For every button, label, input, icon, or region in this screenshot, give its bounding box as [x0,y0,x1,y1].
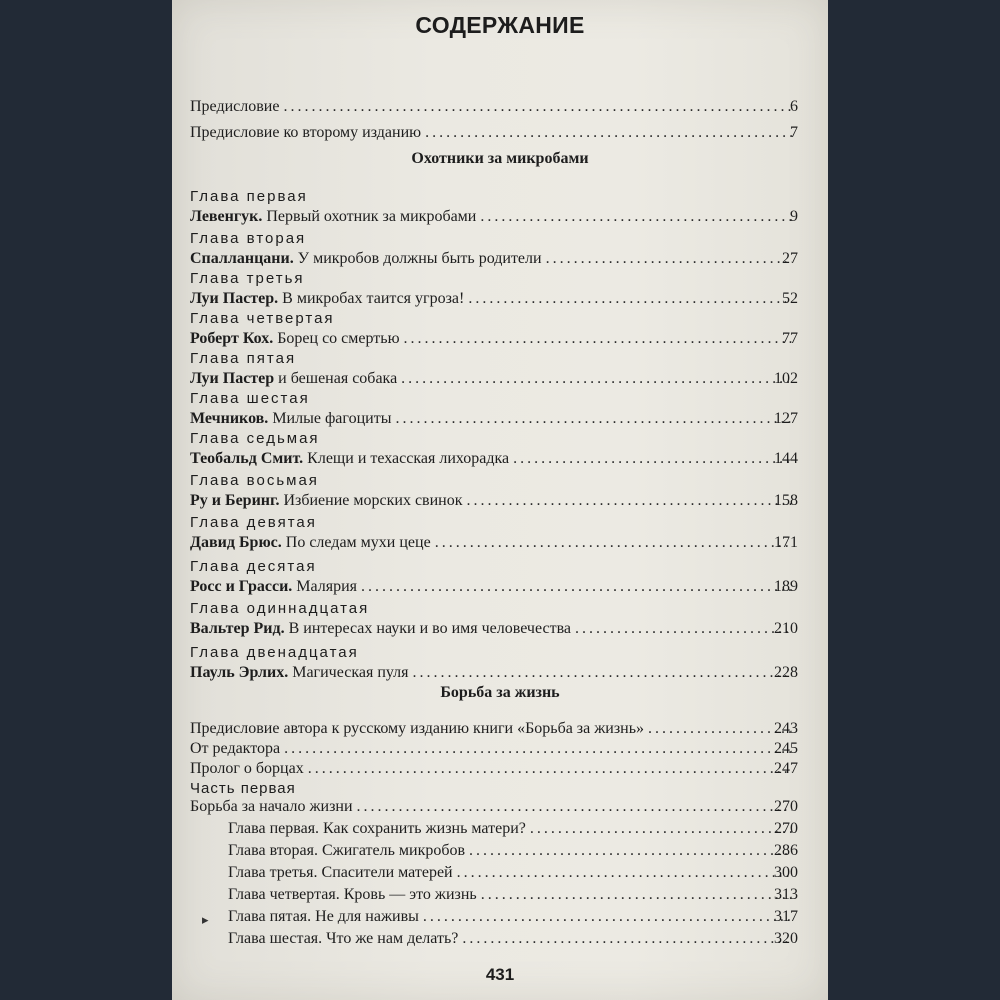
chapter-label-text: Глава вторая [190,230,307,247]
scientist-name: Давид Брюс. [190,534,282,551]
scientist-name: Левенгук. [190,208,263,225]
entry-title: Предисловие ко второму изданию [190,124,422,141]
chapter-label-text: Глава пятая [190,350,297,367]
entry-title: Пролог о борцах [190,760,304,777]
subchapter-entry [228,862,798,883]
page-number: 9 [790,208,798,225]
toc-entry [190,408,798,429]
chapter-title: Милые фагоциты [272,410,392,427]
entry-title [190,532,431,553]
leader-dots [401,368,792,389]
page-number: 102 [774,370,798,387]
entry-title: Борьба за начало жизни [190,798,353,815]
toc-entry [190,328,798,349]
page-number: 286 [774,842,798,859]
scientist-name: Спалланцани. [190,250,294,267]
leader-dots [480,206,792,227]
scientist-name: Пауль Эрлих. [190,664,289,681]
leader-dots [357,796,792,817]
scientist-name: Луи Пастер [190,370,275,387]
subchapter-entry [228,928,798,949]
chapter-title: Избиение морских свинок [283,492,463,509]
entry-title: Глава первая. Как сохранить жизнь матери? [228,820,526,837]
chapter-label-text: Глава седьмая [190,430,320,447]
chapter-label-text: Глава восьмая [190,472,319,489]
page-number: 243 [774,720,798,737]
leader-dots [530,818,792,839]
page-number: 144 [774,450,798,467]
chapter-label-text: Глава четвертая [190,310,335,327]
chapter-title: и бешеная собака [278,370,398,387]
page-number: 52 [782,290,798,307]
entry-title [190,206,476,227]
toc-entry [190,758,798,779]
leader-dots [423,906,792,927]
chapter-label-text: Глава одиннадцатая [190,600,370,617]
scientist-name: Луи Пастер. [190,290,279,307]
toc-entry [190,448,798,469]
toc-entry [190,288,798,309]
entry-title: Глава шестая. Что же нам делать? [228,930,459,947]
scientist-name: Роберт Кох. [190,330,274,347]
section-title: Борьба за жизнь [440,684,560,701]
toc-entry [190,738,798,759]
entry-title: От редактора [190,740,281,757]
chapter-label [190,228,798,249]
toc-entry [190,662,798,683]
subchapter-entry [228,906,798,927]
scientist-name: Вальтер Рид. [190,620,285,637]
chapter-label [190,512,798,533]
chapter-label [190,348,798,369]
entry-title: Предисловие автора к русскому изданию книги «Борьба за жизнь» [190,720,645,737]
chapter-title: Магическая пуля [292,664,409,681]
page-number: 313 [774,886,798,903]
chapter-label-text: Глава первая [190,188,308,205]
entry-title [190,368,397,389]
chapter-label [190,598,798,619]
page-number: 77 [782,330,798,347]
subchapter-entry [228,840,798,861]
page-number: 189 [774,578,798,595]
part-label-text: Часть первая [190,780,296,797]
page-number: 228 [774,664,798,681]
toc-entry [190,490,798,511]
page-folio: 431 [485,965,515,984]
leader-dots [467,490,793,511]
page-number: 270 [774,798,798,815]
chapter-title: Первый охотник за микробами [266,208,477,225]
toc-entry [190,248,798,269]
entry-title [190,662,409,683]
page-number: 171 [774,534,798,551]
chapter-label [190,186,798,207]
leader-dots [308,758,792,779]
chapter-label [190,556,798,577]
entry-title [190,618,571,639]
chapter-label-text: Глава шестая [190,390,310,407]
subchapter-entry [228,884,798,905]
subchapter-entry [228,818,798,839]
chapter-label [190,308,798,329]
section-title: Охотники за микробами [411,150,589,167]
page-number: 245 [774,740,798,757]
chapter-label-text: Глава третья [190,270,305,287]
chapter-title: По следам мухи цеце [285,534,431,551]
leader-dots [284,738,792,759]
chapter-title: Клещи и техасская лихорадка [307,450,510,467]
leader-dots [468,288,792,309]
entry-title [190,248,542,269]
leader-dots [481,884,792,905]
toc-entry [190,532,798,553]
page-number: 210 [774,620,798,637]
chapter-title: В микробах таится угроза! [282,290,465,307]
entry-title: Глава вторая. Сжигатель микробов [228,842,466,859]
scientist-name: Росс и Грасси. [190,578,293,595]
leader-dots [469,840,792,861]
leader-dots [361,576,792,597]
entry-title: Глава пятая. Не для наживы [228,908,419,925]
toc-entry [190,96,798,117]
chapter-label-text: Глава двенадцатая [190,644,359,661]
leader-dots [283,96,792,117]
chapter-title: В интересах науки и во имя человечества [288,620,572,637]
chapter-label [190,388,798,409]
entry-title [190,448,509,469]
entry-title [190,490,463,511]
entry-title [190,288,464,309]
toc-entry [190,206,798,227]
chapter-label-text: Глава девятая [190,514,317,531]
page-number: 6 [790,98,798,115]
chapter-label [190,428,798,449]
leader-dots [435,532,792,553]
leader-dots [395,408,792,429]
entry-title [190,328,400,349]
leader-dots [462,928,792,949]
page-number: 127 [774,410,798,427]
contents-heading: СОДЕРЖАНИЕ [415,12,585,38]
chapter-label [190,642,798,663]
page-number: 300 [774,864,798,881]
chapter-title: У микробов должны быть родители [297,250,542,267]
scientist-name: Мечников. [190,410,269,427]
toc-entry [190,576,798,597]
entry-title [190,576,357,597]
toc-entry [190,122,798,143]
chapter-title: Малярия [296,578,358,595]
toc-entry [190,718,798,739]
leader-dots [513,448,792,469]
page-number: 27 [782,250,798,267]
leader-dots [404,328,792,349]
chapter-label [190,268,798,289]
chapter-label [190,470,798,491]
leader-dots [425,122,792,143]
toc-entry [190,368,798,389]
leader-dots [413,662,792,683]
toc-entry [190,618,798,639]
leader-dots [546,248,792,269]
scientist-name: Теобальд Смит. [190,450,304,467]
page-number: 270 [774,820,798,837]
pencil-mark: ▸ [202,912,209,927]
entry-title: Глава третья. Спасители матерей [228,864,453,881]
page-number: 317 [774,908,798,925]
scientist-name: Ру и Беринг. [190,492,280,509]
leader-dots [457,862,792,883]
page-number: 247 [774,760,798,777]
entry-title: Предисловие [190,98,280,115]
page-number: 7 [790,124,798,141]
chapter-label-text: Глава десятая [190,558,317,575]
page-number: 158 [774,492,798,509]
page-number: 320 [774,930,798,947]
chapter-title: Борец со смертью [277,330,400,347]
entry-title: Глава четвертая. Кровь — это жизнь [228,886,477,903]
leader-dots [575,618,792,639]
entry-title [190,408,391,429]
book-page [172,0,828,1000]
toc-entry [190,796,798,817]
